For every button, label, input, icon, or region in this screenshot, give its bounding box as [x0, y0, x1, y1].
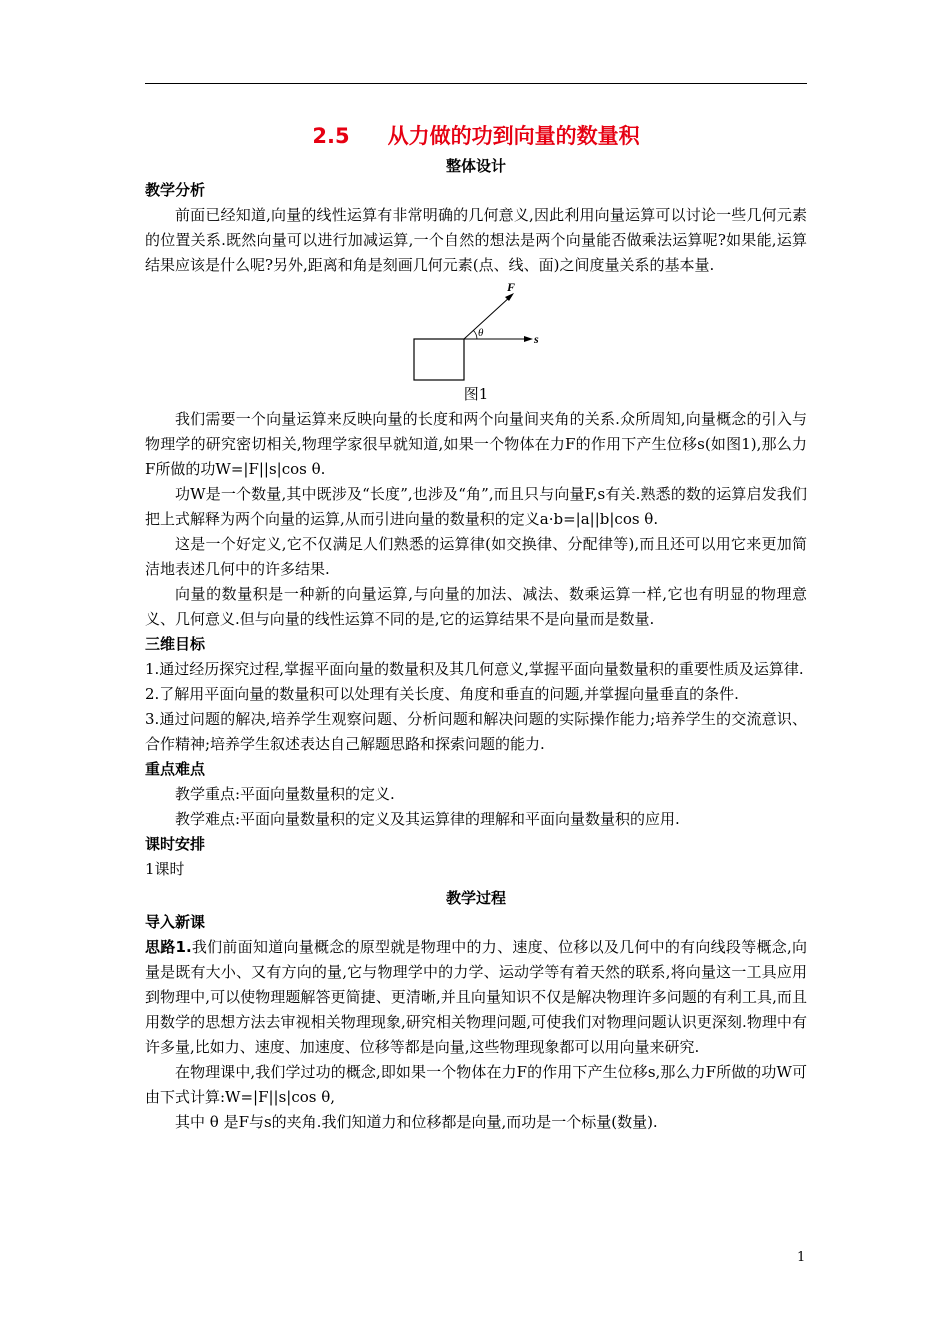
paragraph: 向量的数量积是一种新的向量运算,与向量的加法、减法、数乘运算一样,它也有明显的物理意义、几何意义.但与向量的线性运算不同的是,它的运算结果不是向量而是数量. [145, 585, 807, 628]
angle-arc [474, 331, 478, 340]
paragraph: 我们需要一个向量运算来反映向量的长度和两个向量间夹角的关系.众所周知,向量概念的引入与物理学的研究密切相关,物理学家很早就知道,如果一个物体在力F的作用下产生位移s(如图1),那么力F所做的功W=|F||s|cos θ. [145, 410, 807, 478]
heading-intro: 导入新课 [145, 913, 206, 931]
paragraph: 前面已经知道,向量的线性运算有非常明确的几何意义,因此利用向量运算可以讨论一些几何元素的位置关系.既然向量可以进行加减运算,一个自然的想法是两个向量能否做乘法运算呢?如果能,运算结果应该是什么呢?另外,距离和角是刻画几何元素(点、线、面)之间度量关系的基本量. [145, 206, 807, 274]
force-vector [464, 296, 511, 339]
figure-caption: 图1 [463, 385, 489, 403]
teaching-difficulty: 教学难点:平面向量数量积的定义及其运算律的理解和平面向量数量积的应用. [175, 810, 680, 828]
title-text: 从力做的功到向量的数量积 [387, 124, 640, 148]
label-s: s [534, 332, 539, 346]
label-F: F [507, 282, 516, 294]
goal-item: 2.了解用平面向量的数量积可以处理有关长度、角度和垂直的问题,并掌握向量垂直的条件. [145, 685, 739, 703]
subtitle: 整体设计 [445, 157, 506, 175]
displacement-arrowhead [524, 336, 533, 342]
page-number: 1 [797, 1250, 806, 1265]
heading-process: 教学过程 [445, 889, 506, 907]
idea-paragraph [145, 935, 807, 1060]
object-box [414, 339, 464, 380]
paragraph: 其中 θ 是F与s的夹角.我们知道力和位移都是向量,而功是一个标量(数量). [175, 1113, 658, 1131]
page-title [145, 118, 807, 154]
goal-item: 1.通过经历探究过程,掌握平面向量的数量积及其几何意义,掌握平面向量数量积的重要性质及运算律. [145, 660, 804, 678]
label-theta: θ [478, 327, 484, 339]
heading-key-points: 重点难点 [145, 760, 206, 778]
paragraph: 这是一个好定义,它不仅满足人们熟悉的运算律(如交换律、分配律等),而且还可以用它来更加简洁地表述几何中的许多结果. [145, 535, 807, 578]
teaching-focus: 教学重点:平面向量数量积的定义. [175, 785, 395, 803]
idea-text: 我们前面知道向量概念的原型就是物理中的力、速度、位移以及几何中的有向线段等概念,向量是既有大小、又有方向的量,它与物理学中的力学、运动学等有着天然的联系,将向量这一工具应用到物理中,可以使物理题解答更简捷、更清晰,并且向量知识不仅是解决物理许多问题的有利工具,而且用数学的思想方法去审视相关物理现象,研究相关物理问题,可使我们对物理问题认识更深刻.物理中有许多量,比如力、速度、加速度、位移等都是向量,这些物理现象都可以用向量来研究. [145, 938, 807, 1056]
idea-label: 思路1. [145, 938, 192, 956]
section-number: 2.5 [312, 124, 350, 148]
figure-1 [145, 282, 807, 382]
schedule-text: 1课时 [145, 860, 185, 878]
goal-item: 3.通过问题的解决,培养学生观察问题、分析问题和解决问题的实际操作能力;培养学生的交流意识、合作精神;培养学生叙述表达自己解题思路和探索问题的能力. [145, 710, 807, 753]
heading-goals: 三维目标 [145, 635, 206, 653]
heading-schedule: 课时安排 [145, 835, 206, 853]
document-body [145, 118, 807, 1135]
header-rule [145, 83, 807, 84]
force-displacement-diagram [401, 282, 551, 382]
paragraph: 功W是一个数量,其中既涉及“长度”,也涉及“角”,而且只与向量F,s有关.熟悉的数的运算启发我们把上式解释为两个向量的运算,从而引进向量的数量积的定义a·b=|a||b|cos θ. [145, 485, 807, 528]
heading-analysis: 教学分析 [145, 181, 206, 199]
paragraph: 在物理课中,我们学过功的概念,即如果一个物体在力F的作用下产生位移s,那么力F所做的功W可由下式计算:W=|F||s|cos θ, [145, 1063, 807, 1106]
